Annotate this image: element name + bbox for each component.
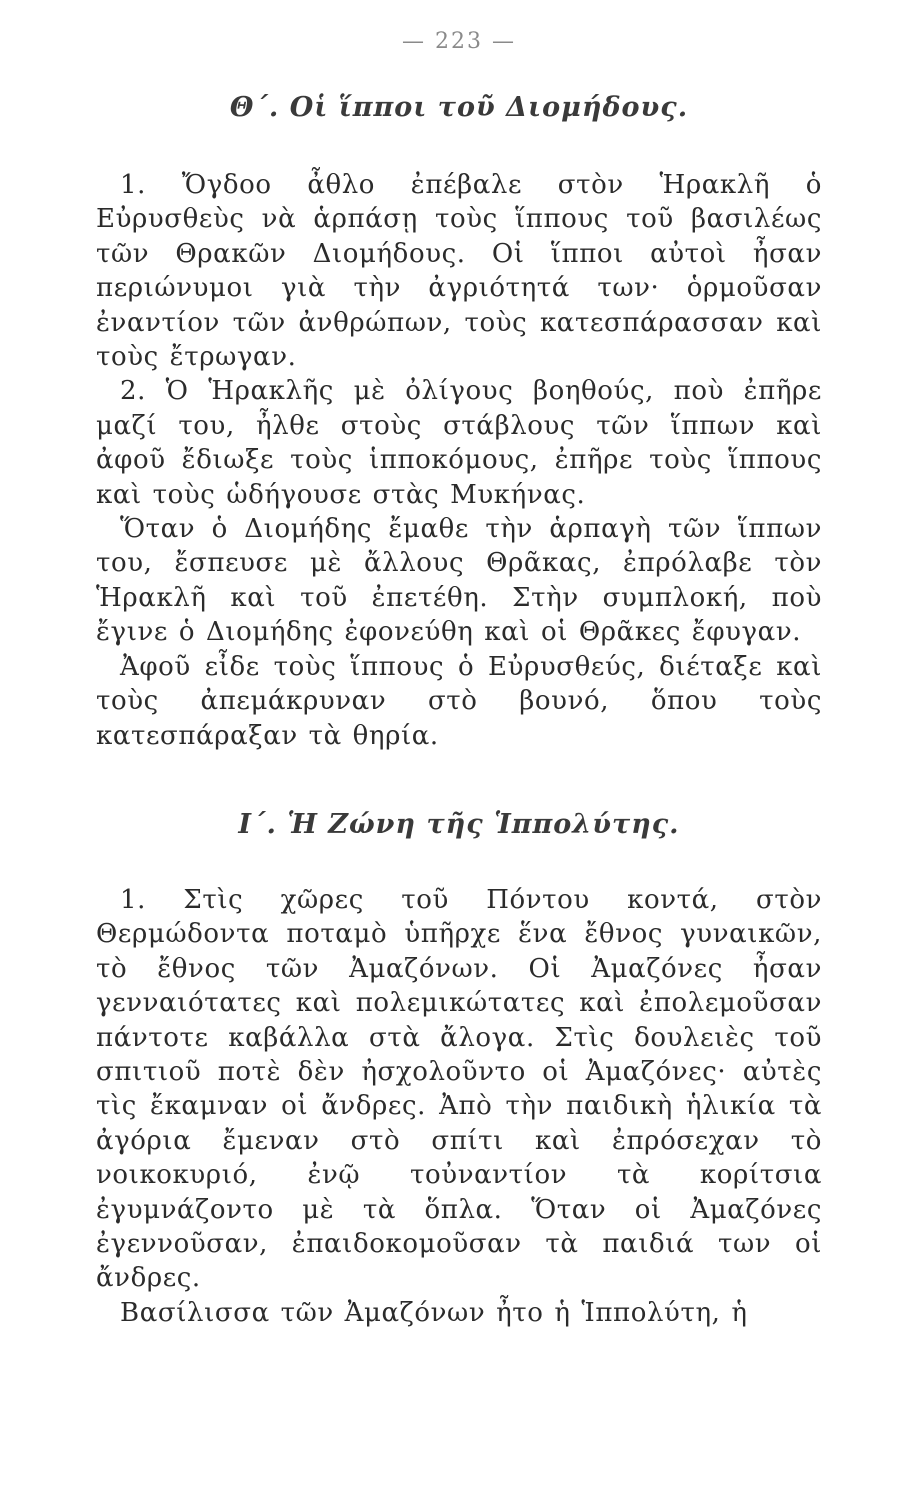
section-diomedes-horses bbox=[96, 88, 822, 753]
paragraph: 1. Ὄγδοο ἆθλο ἐπέβαλε στὸν Ἡρακλῆ ὁ Εὐρυσθεὺς νὰ ἁρπάσῃ τοὺς ἵππους τοῦ βασιλέως τῶν Θρακῶν Διομήδους. Οἱ ἵπποι αὐτοὶ ἦσαν περιώνυμοι γιὰ τὴν ἀγριότητά των· ὁρμοῦσαν ἐναντίον τῶν ἀνθρώπων, τοὺς κατεσπάρασσαν καὶ τοὺς ἔτρωγαν. bbox=[96, 170, 822, 373]
paragraph: Βασίλισσα τῶν Ἀμαζόνων ἦτο ἡ Ἱππολύτη, ἡ bbox=[120, 1297, 748, 1328]
book-page bbox=[96, 28, 822, 1330]
section-hippolyta-belt bbox=[96, 805, 822, 1330]
paragraph: Ὅταν ὁ Διομήδης ἔμαθε τὴν ἁρπαγὴ τῶν ἵππων του, ἔσπευσε μὲ ἄλλους Θρᾶκας, ἐπρόλαβε τὸν Ἡρακλῆ καὶ τοῦ ἐπετέθη. Στὴν συμπλοκή, ποὺ ἔγινε ὁ Διομήδης ἐφονεύθη καὶ οἱ Θρᾶκες ἔφυγαν. bbox=[96, 514, 822, 648]
paragraph: Ἀφοῦ εἶδε τοὺς ἵππους ὁ Εὐρυσθεύς, διέταξε καὶ τοὺς ἀπεμάκρυναν στὸ βουνό, ὅπου τοὺς κατεσπάραξαν τὰ θηρία. bbox=[96, 651, 822, 751]
paragraph: 1. Στὶς χῶρες τοῦ Πόντου κοντά, στὸν Θερμώδοντα ποταμὸ ὑπῆρχε ἕνα ἔθνος γυναικῶν, τὸ ἔθνος τῶν Ἀμαζόνων. Οἱ Ἀμαζόνες ἦσαν γενναιότατες καὶ πολεμικώτατες καὶ ἐπολεμοῦσαν πάντοτε καβάλλα στὰ ἄλογα. Στὶς δουλειὲς τοῦ σπιτιοῦ ποτὲ δὲν ἠσχολοῦντο οἱ Ἀμαζόνες· αὐτὲς τὶς ἔκαμναν οἱ ἄνδρες. Ἀπὸ τὴν παιδικὴ ἡλικία τὰ ἀγόρια ἔμεναν στὸ σπίτι καὶ ἐπρόσεχαν τὸ νοικοκυριό, ἐνῷ τοὐναντίον τὰ κορίτσια ἐγυμνάζοντο μὲ τὰ ὅπλα. Ὅταν οἱ Ἀμαζόνες ἐγεννοῦσαν, ἐπαιδοκομοῦσαν τὰ παιδιά των οἱ ἄνδρες. bbox=[96, 884, 822, 1294]
section-title-diomedes: Θ΄. Οἱ ἵπποι τοῦ Διομήδους. bbox=[229, 92, 689, 123]
paragraph: 2. Ὁ Ἡρακλῆς μὲ ὀλίγους βοηθούς, ποὺ ἐπῆρε μαζί του, ἦλθε στοὺς στάβλους τῶν ἵππων καὶ ἀφοῦ ἔδιωξε τοὺς ἱπποκόμους, ἐπῆρε τοὺς ἵππους καὶ τοὺς ὡδήγουσε στὰς Μυκήνας. bbox=[96, 376, 822, 510]
section-title-hippolyta: Ι΄. Ἡ Ζώνη τῆς Ἱππολύτης. bbox=[238, 808, 680, 840]
page-number: — 223 — bbox=[402, 29, 516, 54]
